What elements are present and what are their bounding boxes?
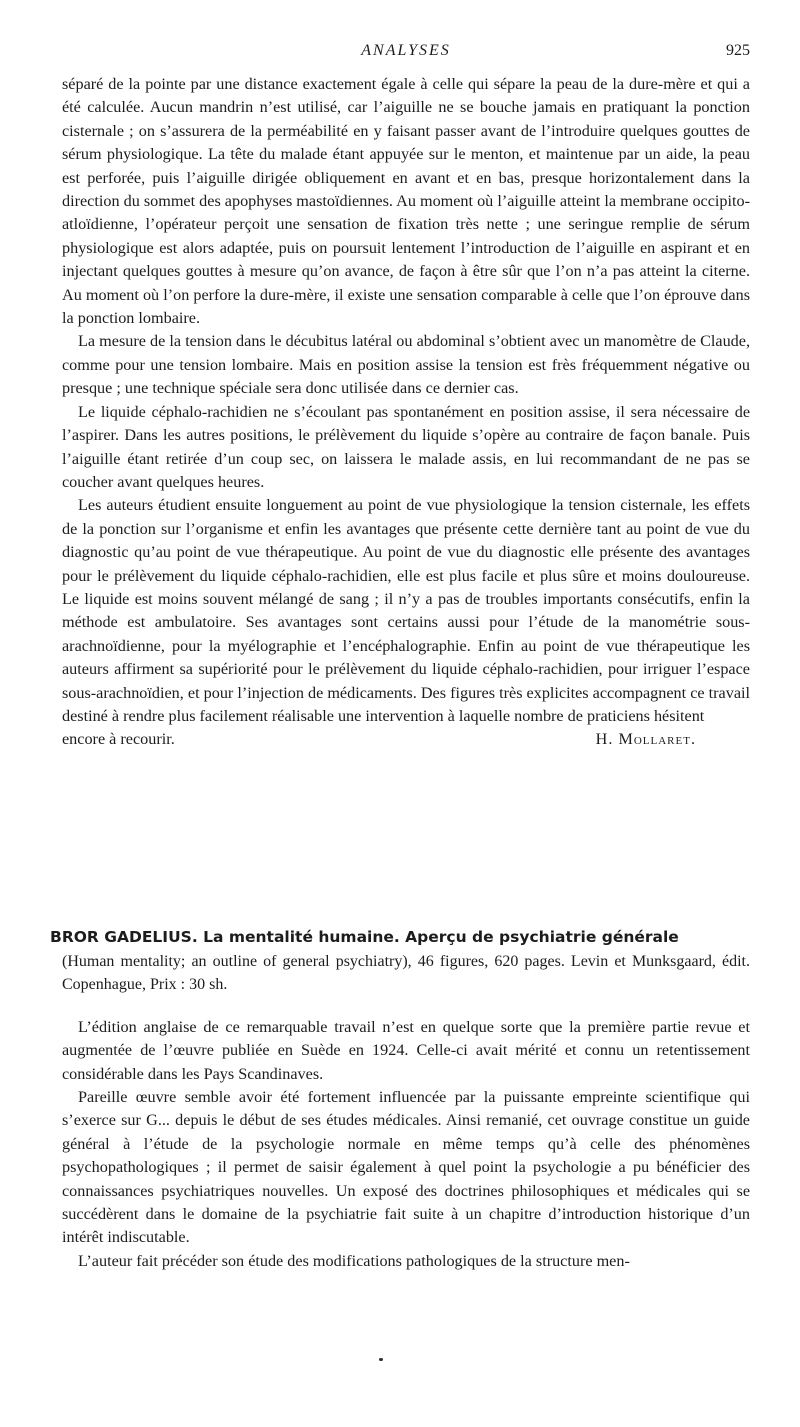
signature-line: [62, 728, 750, 751]
article-ponction-cisternale: [62, 73, 750, 752]
paragraph: Pareille œuvre semble avoir été fortement influencée par la puissante empreinte scientifique qui s’exerce sur G... depuis le début de ses études médicales. Ainsi remanié, cet ouvrage constitue un guide général à l’étude de la psychologie normale en même temps qu’à celle des phénomènes psychopathologiques ; il permet de saisir également à quel point la psychologie a pu bénéficier des connaissances psychiatriques nouvelles. Un exposé des doctrines philosophiques et médicales qui se succédèrent dans le domaine de la psychiatrie fait suite à un chapitre d’introduction historique d’un intérêt indiscutable.: [62, 1088, 750, 1247]
review-bibliographic-info: (Human mentality; an outline of general psychiatry), 46 figures, 620 pages. Levin et Munksgaard, édit. Copenhague, Prix : 30 sh.: [62, 953, 750, 994]
print-speck: [379, 1358, 383, 1361]
paragraph: Le liquide céphalo-rachidien ne s’écoulant pas spontanément en position assise, il sera nécessaire de l’aspirer. Dans les autres positions, le prélèvement du liquide s’opère au contraire de façon banale. Puis l’aiguille étant retirée d’un coup sec, on laissera le malade assis, en lui recommandant de ne pas se coucher avant quelques heures.: [62, 402, 750, 491]
paragraph: L’édition anglaise de ce remarquable travail n’est en quelque sorte que la première partie revue et augmentée de l’œuvre publiée en Suède en 1924. Celle-ci avait mérité et connu un retentissement considérable dans les Pays Scandinaves.: [62, 1017, 750, 1083]
review-heading: BROR GADELIUS. La mentalité humaine. Aperçu de psychiatrie générale: [50, 928, 679, 946]
running-title: ANALYSES: [361, 42, 451, 59]
running-header: [62, 42, 750, 66]
paragraph: Les auteurs étudient ensuite longuement au point de vue physiologique la tension cisternale, les effets de la ponction sur l’organisme et enfin les avantages que présente cette dernière tant au point de vue du diagnostic qu’au point de vue thérapeutique. Au point de vue du diagnostic elle présente des avantages pour le prélèvement du liquide céphalo-rachidien, elle est plus facile et plus sûre et moins douloureuse. Le liquide est moins souvent mélangé de sang ; il n’y a pas de troubles importants consécutifs, enfin la méthode est ambulatoire. Ses avantages sont certains aussi pour l’étude de la manométrie sous-arachnoïdienne, pour la myélographie et l’encéphalographie. Enfin au point de vue thérapeutique les auteurs affirment sa supériorité pour le prélèvement du liquide céphalo-rachidien, pour irriguer l’espace sous-arachnoïdien, et pour l’injection de médicaments. Des figures très explicites accompagnent ce travail destiné à rendre plus facilement réalisable une intervention à laquelle nombre de praticiens hésitent: [62, 496, 750, 725]
article-gadelius-review: [50, 926, 750, 1273]
review-author: H. Mollaret.: [595, 730, 696, 749]
page-number: 925: [726, 42, 750, 59]
paragraph: séparé de la pointe par une distance exactement égale à celle qui sépare la peau de la dure-mère et qui a été calculée. Aucun mandrin n’est utilisé, car l’aiguille ne se bouche jamais en pratiquant la ponction cisternale ; on s’assurera de la perméabilité en y faisant passer avant de l’introduire quelques gouttes de sérum physiologique. La tête du malade étant appuyée sur le menton, et maintenue par un aide, la peau est perforée, puis l’aiguille dirigée obliquement en avant et en bas, presque horizontalement dans la direction du sommet des apophyses mastoïdiennes. Au moment où l’aiguille atteint la membrane occipito-atloïdienne, l’opérateur perçoit une sensation de fixation très nette ; une seringue remplie de sérum physiologique est alors adaptée, puis on poursuit lentement l’introduction de l’aiguille en aspirant et en injectant quelques gouttes à mesure qu’on avance, de façon à être sûr que l’on n’a pas atteint la citerne. Au moment où l’on perfore la dure-mère, il existe une sensation comparable à celle que l’on éprouve dans la ponction lombaire.: [62, 75, 750, 328]
paragraph: L’auteur fait précéder son étude des modifications pathologiques de la structure men-: [78, 1251, 630, 1270]
paragraph: La mesure de la tension dans le décubitus latéral ou abdominal s’obtient avec un manomètre de Claude, comme pour une tension lombaire. Mais en position assise la tension est frès fréquemment négative ou presque ; une technique spéciale sera donc utilisée dans ce dernier cas.: [62, 332, 750, 398]
closing-text: encore à recourir.: [62, 730, 175, 749]
